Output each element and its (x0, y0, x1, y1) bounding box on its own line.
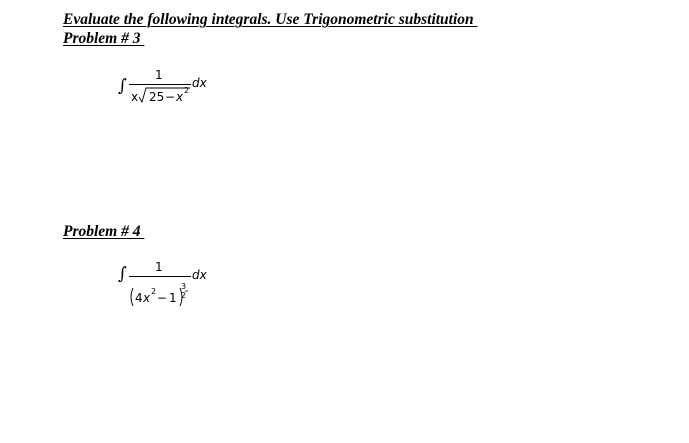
denominator-x: x (131, 90, 139, 104)
differential: dx (192, 76, 207, 90)
base-coefficient: 4 (135, 291, 143, 305)
radicand-variable: x (176, 90, 184, 104)
differential: dx (192, 268, 207, 282)
base-constant: 1 (169, 291, 177, 305)
base-minus: − (157, 291, 168, 305)
problem-3-label: Problem # 3 (63, 30, 145, 47)
radicand-exponent: 2 (184, 86, 190, 95)
radicand-constant: 25 (149, 90, 165, 104)
outer-exponent-numerator: 3 (181, 282, 187, 291)
integral-sign: ∫ (118, 76, 127, 96)
integral-sign: ∫ (118, 264, 127, 284)
radicand-minus: − (165, 90, 176, 104)
numerator: 1 (155, 68, 163, 82)
instructions-heading: Evaluate the following integrals. Use Trigonometric substitution (63, 11, 478, 28)
outer-exponent-denominator: 2 (181, 291, 187, 300)
numerator: 1 (155, 260, 163, 274)
base-variable-exponent: 2 (151, 287, 157, 296)
base-variable: x (143, 291, 151, 305)
problem-4-label: Problem # 4 (63, 223, 145, 240)
